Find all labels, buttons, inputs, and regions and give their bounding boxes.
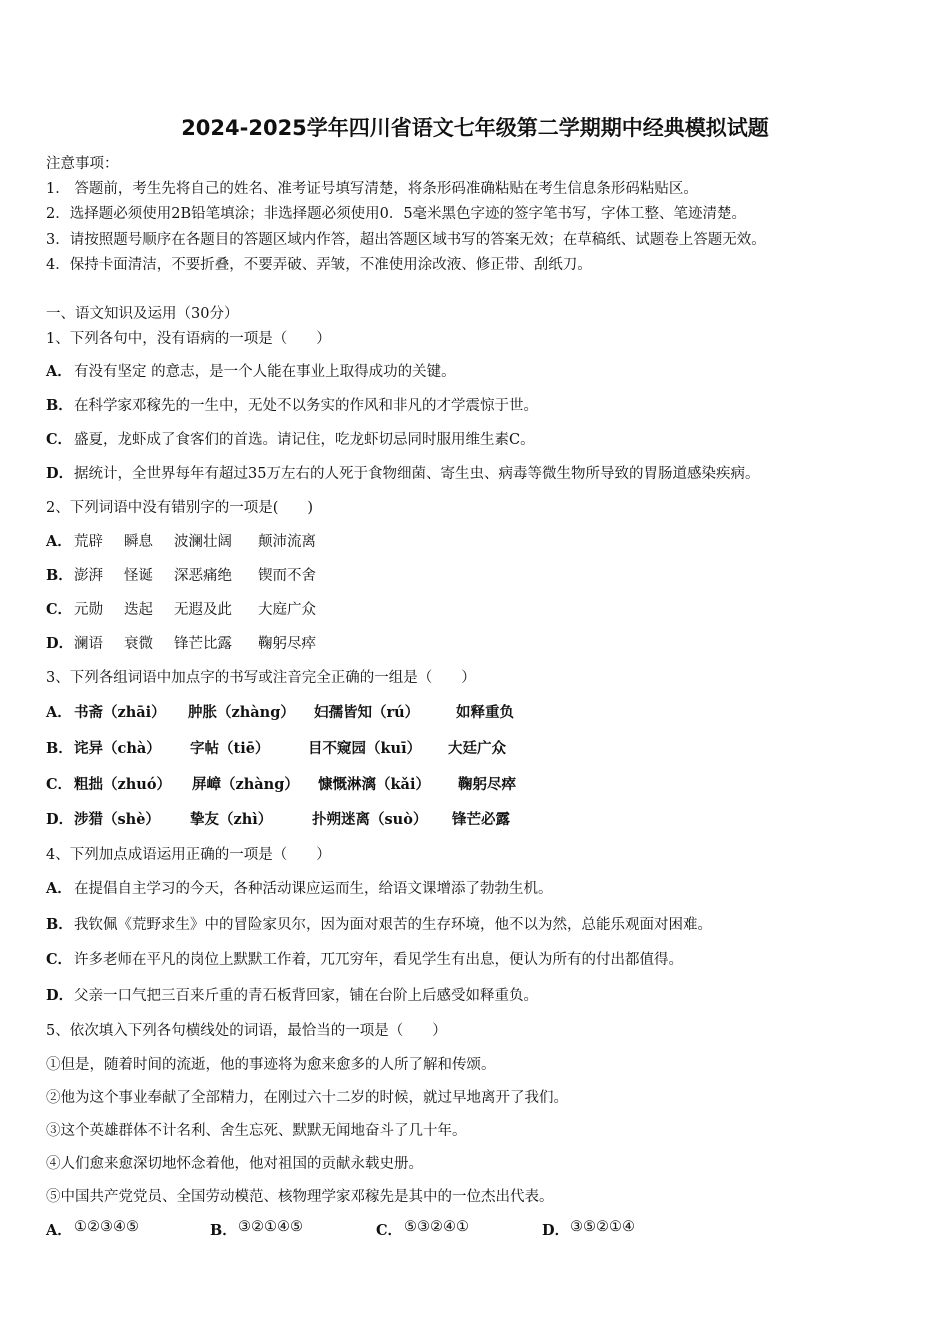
word: 大廷广众 <box>448 740 506 757</box>
word: 锋芒比露 <box>174 636 232 652</box>
option-text: ①②③④⑤ <box>74 1219 139 1235</box>
word: 衰微 <box>124 636 153 652</box>
word: 锋芒必露 <box>452 811 510 828</box>
option-label: C． <box>376 1222 403 1239</box>
word: 扑朔迷离（suò） <box>312 811 428 828</box>
q1-option-d <box>46 462 759 483</box>
option-label: D． <box>46 811 74 828</box>
word: 波澜壮阔 <box>174 534 232 550</box>
question-3-stem: 3、下列各组词语中加点字的书写或注音完全正确的一组是（ ） <box>46 670 476 686</box>
word: 怪诞 <box>124 568 153 584</box>
option-label: C． <box>46 601 73 618</box>
word: 大庭广众 <box>258 602 316 618</box>
q1-option-c <box>46 428 535 449</box>
word: 元勋 <box>74 602 103 618</box>
notice-item-2: 2．选择题必须使用2B铅笔填涂；非选择题必须使用0．5毫米黑色字迹的签字笔书写，字体工整、笔迹清楚。 <box>46 206 747 222</box>
word: 澎湃 <box>74 568 103 584</box>
option-label: A． <box>46 1222 72 1239</box>
q1-option-b <box>46 394 538 415</box>
option-text: 父亲一口气把三百来斤重的青石板背回家，铺在台阶上后感受如释重负。 <box>74 988 538 1004</box>
option-label: B． <box>46 916 73 933</box>
notice-item-3: 3．请按照题号顺序在各题目的答题区域内作答，超出答题区域书写的答案无效；在草稿纸、试题卷上答题无效。 <box>46 232 766 248</box>
option-text: 我钦佩《荒野求生》中的冒险家贝尔，因为面对艰苦的生存环境，他不以为然，总能乐观面对困难。 <box>74 917 712 933</box>
word: 锲而不舍 <box>258 568 316 584</box>
word: 粗拙（zhuó） <box>74 776 171 793</box>
option-label: A． <box>46 363 72 380</box>
option-label: C． <box>46 431 73 448</box>
option-label: A． <box>46 533 72 550</box>
q4-option-b <box>46 913 712 934</box>
word: 诧异（chà） <box>74 740 161 757</box>
option-label: C． <box>46 951 73 968</box>
question-4-stem: 4、下列加点成语运用正确的一项是（ ） <box>46 847 331 863</box>
option-label: B． <box>210 1222 237 1239</box>
question-2-stem: 2、下列词语中没有错别字的一项是( ) <box>46 500 314 516</box>
option-text: 在科学家邓稼先的一生中，无处不以务实的作风和非凡的才学震惊于世。 <box>74 398 538 414</box>
option-text: 盛夏，龙虾成了食客们的首选。请记住，吃龙虾切忌同时服用维生素C。 <box>74 432 535 448</box>
word: 字帖（tiē） <box>190 740 270 757</box>
word: 鞠躬尽瘁 <box>458 776 516 793</box>
word: 慷慨淋漓（kǎi） <box>318 776 430 793</box>
word: 肿胀（zhàng） <box>188 704 295 721</box>
word: 鞠躬尽瘁 <box>258 636 316 652</box>
option-label: D． <box>46 465 74 482</box>
word: 颠沛流离 <box>258 534 316 550</box>
word: 迭起 <box>124 602 153 618</box>
q4-option-a <box>46 877 553 898</box>
q5-sentence-2: ②他为这个事业奉献了全部精力，在刚过六十二岁的时候，就过早地离开了我们。 <box>46 1090 568 1106</box>
option-label: B． <box>46 397 73 414</box>
q4-option-c <box>46 948 683 969</box>
q5-sentence-3: ③这个英雄群体不计名利、舍生忘死、默默无闻地奋斗了几十年。 <box>46 1123 467 1139</box>
word: 如释重负 <box>456 704 514 721</box>
q1-option-a <box>46 360 456 381</box>
section-heading: 一、语文知识及运用（30分） <box>46 306 239 322</box>
q5-sentence-5: ⑤中国共产党党员、全国劳动模范、核物理学家邓稼先是其中的一位杰出代表。 <box>46 1189 554 1205</box>
word: 目不窥园（kuī） <box>308 740 422 757</box>
word: 瞬息 <box>124 534 153 550</box>
word: 澜语 <box>74 636 103 652</box>
option-label: D． <box>542 1222 570 1239</box>
q5-sentence-4: ④人们愈来愈深切地怀念着他，他对祖国的贡献永载史册。 <box>46 1156 423 1172</box>
option-text: 有没有坚定 的意志，是一个人能在事业上取得成功的关键。 <box>74 364 456 380</box>
option-label: D． <box>46 635 74 652</box>
option-label: D． <box>46 987 74 1004</box>
notice-item-4: 4．保持卡面清洁，不要折叠，不要弄破、弄皱，不准使用涂改液、修正带、刮纸刀。 <box>46 257 592 273</box>
q4-option-d <box>46 984 538 1005</box>
notice-heading: 注意事项： <box>46 156 119 172</box>
q5-sentence-1: ①但是，随着时间的流逝，他的事迹将为愈来愈多的人所了解和传颂。 <box>46 1057 496 1073</box>
option-label: A． <box>46 704 72 721</box>
notice-item-1: 1． 答题前，考生先将自己的姓名、准考证号填写清楚，将条形码准确粘贴在考生信息条形码粘贴区。 <box>46 181 698 197</box>
word: 涉猎（shè） <box>74 811 160 828</box>
option-text: ③②①④⑤ <box>238 1219 303 1235</box>
option-label: A． <box>46 880 72 897</box>
word: 妇孺皆知（rú） <box>314 704 420 721</box>
page-title: 2024-2025学年四川省语文七年级第二学期期中经典模拟试题 <box>181 116 769 140</box>
option-label: B． <box>46 740 73 757</box>
option-text: 据统计，全世界每年有超过35万左右的人死于食物细菌、寄生虫、病毒等微生物所导致的胃肠道感染疾病。 <box>74 466 760 482</box>
word: 挚友（zhì） <box>190 811 273 828</box>
option-label: C． <box>46 776 73 793</box>
option-text: 在提倡自主学习的今天，各种活动课应运而生，给语文课增添了勃勃生机。 <box>74 881 553 897</box>
word: 荒辟 <box>74 534 103 550</box>
option-label: B． <box>46 567 73 584</box>
option-text: ⑤③②④① <box>404 1219 469 1235</box>
word: 无遐及此 <box>174 602 232 618</box>
word: 深恶痛绝 <box>174 568 232 584</box>
option-text: ③⑤②①④ <box>570 1219 635 1235</box>
word: 书斋（zhāi） <box>74 704 166 721</box>
option-text: 许多老师在平凡的岗位上默默工作着，兀兀穷年，看见学生有出息，便认为所有的付出都值得。 <box>74 952 683 968</box>
question-1-stem: 1、下列各句中，没有语病的一项是（ ） <box>46 331 331 347</box>
question-5-stem: 5、依次填入下列各句横线处的词语，最恰当的一项是（ ） <box>46 1023 447 1039</box>
word: 屏嶂（zhàng） <box>192 776 299 793</box>
